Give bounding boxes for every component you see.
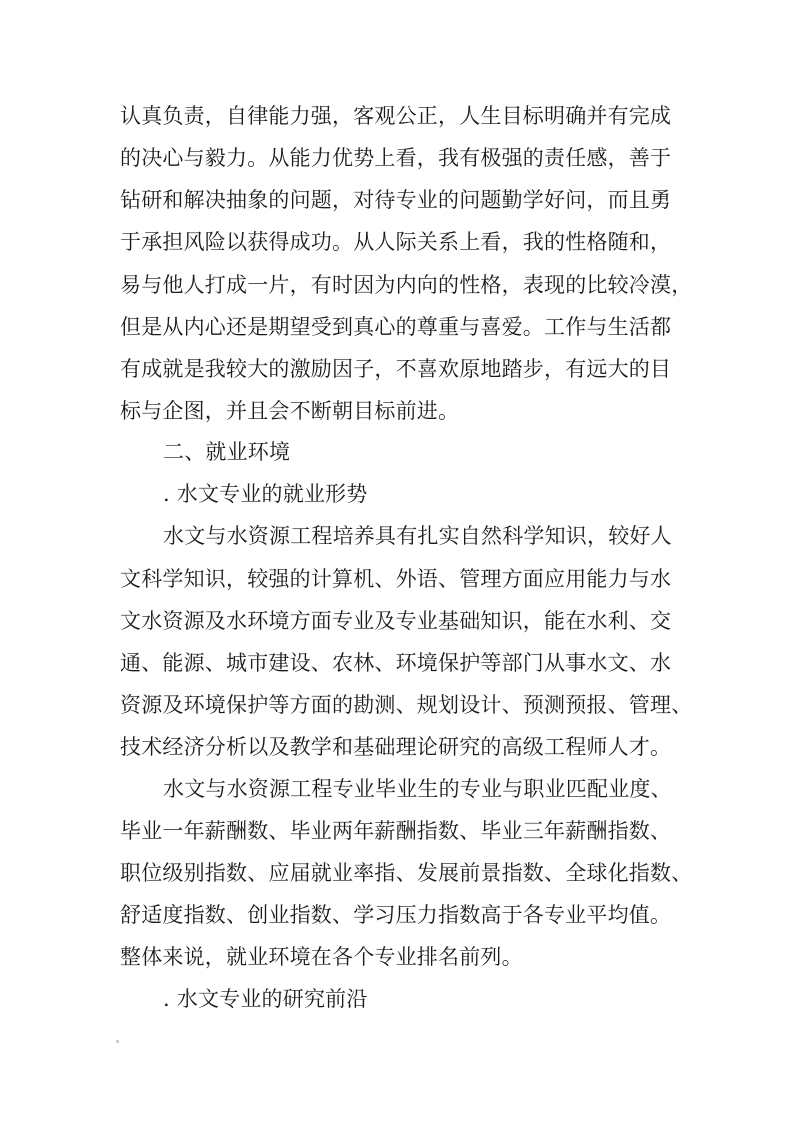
paragraph-2-line-6: 技术经济分析以及教学和基础理论研究的高级工程师人才。 xyxy=(120,735,672,759)
paragraph-1-line-4: 于承担风险以获得成功。从人际关系上看，我的性格随和， xyxy=(120,230,672,254)
paragraph-3-line-3: 职位级别指数、应届就业率指、发展前景指数、全球化指数、 xyxy=(120,861,693,885)
paragraph-3-line-2: 毕业一年薪酬数、毕业两年薪酬指数、毕业三年薪酬指数、 xyxy=(120,819,672,843)
subsection-heading-research: . 水文专业的研究前沿 xyxy=(163,987,368,1011)
paragraph-2-line-1: 水文与水资源工程培养具有扎实自然科学知识，较好人 xyxy=(163,524,672,548)
paragraph-1-line-1: 认真负责，自律能力强，客观公正，人生目标明确并有完成 xyxy=(120,104,672,128)
paragraph-3-line-1: 水文与水资源工程专业毕业生的专业与职业匹配业度、 xyxy=(163,777,672,801)
page-mark xyxy=(116,1040,119,1043)
paragraph-1-line-6: 但是从内心还是期望受到真心的尊重与喜爱。工作与生活都 xyxy=(120,315,672,339)
paragraph-1-line-2: 的决心与毅力。从能力优势上看，我有极强的责任感，善于 xyxy=(120,146,672,170)
section-heading: 二、就业环境 xyxy=(163,440,291,464)
paragraph-2-line-4: 通、能源、城市建设、农林、环境保护等部门从事水文、水 xyxy=(120,651,672,675)
paragraph-1-line-7: 有成就是我较大的激励因子，不喜欢原地踏步，有远大的目 xyxy=(120,357,672,381)
paragraph-3-line-4: 舒适度指数、创业指数、学习压力指数高于各专业平均值。 xyxy=(120,903,672,927)
paragraph-1-line-3: 钻研和解决抽象的问题，对待专业的问题勤学好问，而且勇 xyxy=(120,188,672,212)
paragraph-1-line-5: 易与他人打成一片，有时因为内向的性格，表现的比较冷漠， xyxy=(120,273,693,297)
paragraph-2-line-2: 文科学知识，较强的计算机、外语、管理方面应用能力与水 xyxy=(120,567,672,591)
paragraph-1-line-8: 标与企图，并且会不断朝目标前进。 xyxy=(120,399,460,423)
paragraph-3-line-5: 整体来说，就业环境在各个专业排名前列。 xyxy=(120,945,523,969)
paragraph-2-line-3: 文水资源及水环境方面专业及专业基础知识，能在水利、交 xyxy=(120,609,672,633)
subsection-heading-employment: . 水文专业的就业形势 xyxy=(163,482,368,506)
paragraph-2-line-5: 资源及环境保护等方面的勘测、规划设计、预测预报、管理、 xyxy=(120,693,693,717)
